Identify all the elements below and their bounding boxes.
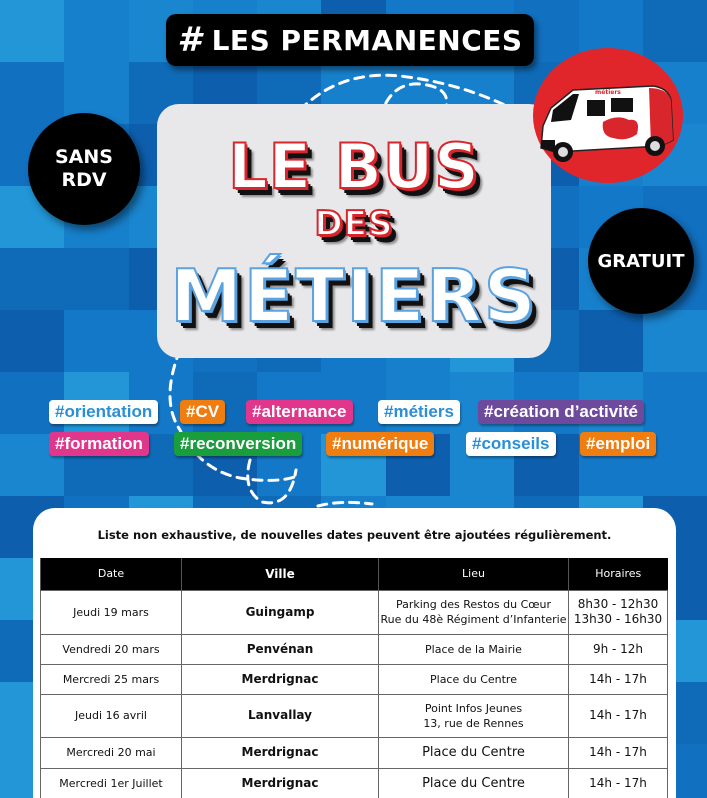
sans-rdv-line1: SANS [55, 146, 113, 168]
cell-horaires [569, 590, 668, 634]
table-row [41, 634, 668, 664]
cell-horaires: 14h - 17h [569, 694, 668, 737]
cell-ville: Merdrignac [182, 664, 379, 694]
column-header-horaires: Horaires [569, 558, 668, 590]
table-row [41, 664, 668, 694]
cell-ville: Merdrignac [182, 737, 379, 768]
cell-lieu [379, 590, 569, 634]
cell-lieu: Place du Centre [379, 768, 569, 798]
schedule-table [40, 558, 668, 798]
cell-ville: Lanvallay [182, 694, 379, 737]
tag-alternance[interactable]: #alternance [246, 400, 353, 424]
cell-horaires: 14h - 17h [569, 737, 668, 768]
cell-ville: Merdrignac [182, 768, 379, 798]
cell-date: Jeudi 16 avril [41, 694, 182, 737]
table-row [41, 694, 668, 737]
tag-formation[interactable]: #formation [49, 432, 149, 456]
gratuit-badge [588, 208, 694, 314]
cell-date: Mercredi 1er Juillet [41, 768, 182, 798]
table-header-row [41, 558, 668, 590]
tag-orientation[interactable]: #orientation [49, 400, 158, 424]
svg-text:métiers: métiers [595, 89, 621, 96]
cell-lieu-line: Point Infos Jeunes [424, 701, 523, 715]
page-title [166, 14, 534, 66]
table-row [41, 737, 668, 768]
cell-lieu-line: Parking des Restos du Cœur [395, 598, 552, 611]
gratuit-label: GRATUIT [597, 250, 685, 272]
van-icon [533, 48, 683, 183]
tag-creation-activite[interactable]: #création d’activité [478, 400, 644, 424]
cell-lieu [379, 694, 569, 737]
cell-lieu-line: 13, rue de Rennes [423, 716, 524, 730]
cell-ville: Guingamp [182, 590, 379, 634]
table-row [41, 590, 668, 634]
cell-lieu: Place du Centre [379, 737, 569, 768]
cell-horaires: 14h - 17h [569, 768, 668, 798]
hero-line-metiers: MÉTIERS [170, 254, 538, 338]
hero-line-des: DES [314, 204, 394, 244]
cell-date: Jeudi 19 mars [41, 590, 182, 634]
cell-lieu: Place de la Mairie [379, 634, 569, 664]
hashtag-icon: # [177, 20, 202, 60]
tag-numerique[interactable]: #numérique [326, 432, 434, 456]
cell-date: Mercredi 25 mars [41, 664, 182, 694]
cell-horaires-line: 8h30 - 12h30 [577, 597, 659, 611]
table-row [41, 768, 668, 798]
tag-emploi[interactable]: #emploi [580, 432, 656, 456]
page-title-text: LES PERMANENCES [211, 23, 523, 57]
cell-date: Mercredi 20 mai [41, 737, 182, 768]
column-header-date: Date [41, 558, 182, 590]
van-illustration [533, 48, 683, 183]
schedule-notice: Liste non exhaustive, de nouvelles dates peuvent être ajoutées régulièrement. [97, 528, 612, 542]
cell-horaires-line: 13h30 - 16h30 [573, 612, 663, 626]
tag-cv[interactable]: #CV [180, 400, 225, 424]
cell-date: Vendredi 20 mars [41, 634, 182, 664]
sans-rdv-line2: RDV [61, 169, 107, 191]
tag-conseils[interactable]: #conseils [466, 432, 556, 456]
hero-title [157, 104, 551, 358]
tag-metiers[interactable]: #métiers [378, 400, 460, 424]
column-header-lieu: Lieu [379, 558, 569, 590]
column-header-ville: Ville [182, 558, 379, 590]
cell-horaires: 14h - 17h [569, 664, 668, 694]
sans-rdv-badge [28, 113, 140, 225]
cell-lieu: Place du Centre [379, 664, 569, 694]
cell-horaires: 9h - 12h [569, 634, 668, 664]
hero-line-le-bus: LE BUS [228, 130, 480, 203]
cell-ville: Penvénan [182, 634, 379, 664]
cell-lieu-line: Rue du 48è Régiment d’Infanterie [380, 613, 567, 626]
tag-reconversion[interactable]: #reconversion [174, 432, 302, 456]
